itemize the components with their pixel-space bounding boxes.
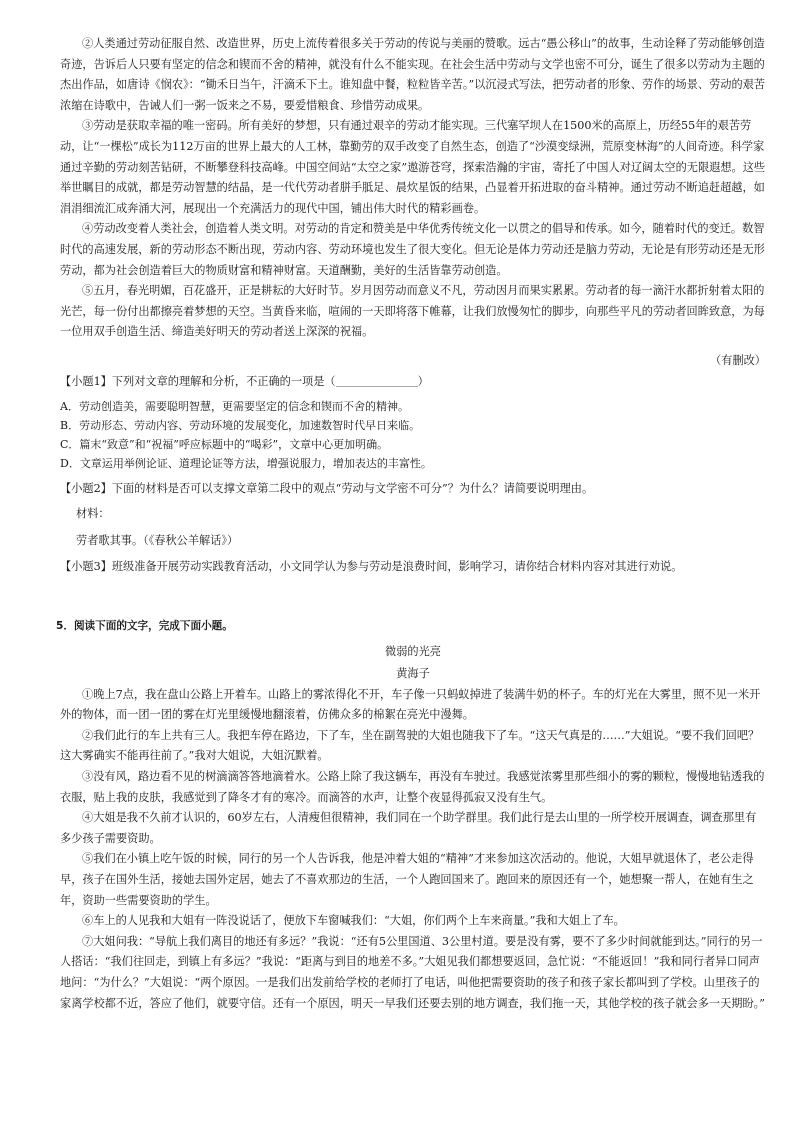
story-title: 微弱的光亮 xyxy=(385,644,441,658)
option-d: D．文章运用举例论证、道理论证等方法，增强说服力，增加表达的丰富性。 xyxy=(60,457,432,471)
question-1-close: ） xyxy=(417,374,429,388)
material-quote: 劳者歌其事。（《春秋公羊解话》） xyxy=(76,533,239,547)
paragraph-2: ②人类通过劳动征服自然、改造世界，历史上流传着很多关于劳动的传说与美丽的赞歌。远古“愚公移山”的故事，生动诠释了劳动能够创造奇迹，告诉后人只要有坚定的信念和锲而不舍的精神，就没有什么不能实现。在社会生活中劳动与文学也密不可分，诞生了很多以劳动为主题的杰出作品，如唐诗《悯农》：“锄禾日当午，汗滴禾下土。谁知盘中餐，粒粒皆辛苦。”以沉浸式写法，把劳动者的形象、劳作的场景、劳动的艰苦浓缩在诗歌中，告诫人们一粥一饭来之不易，要爱惜粮食、珍惜劳动成果。 xyxy=(60,37,766,112)
option-a: A．劳动创造美，需要聪明智慧，更需要坚定的信念和锲而不舍的精神。 xyxy=(60,399,409,413)
option-c: C．篇末“致意”和“祝福”呼应标题中的“喝彩”，文章中心更加明确。 xyxy=(60,437,389,451)
question-1 xyxy=(60,372,766,393)
story-paragraph-5: ⑤我们在小镇上吃午饭的时候，同行的另一个人告诉我，他是冲着大姐的“精神”才来参加这次活动的。他说，大姐早就退休了，老公走得早，孩子在国外生活，接她去国外定居，她去了不喜欢那边的生活，一个人跑回国来了。跑回来的原因还有一个，她想聚一帮人，在她有生之年，资助一些需要资助的学生。 xyxy=(60,852,754,907)
option-b: B．劳动形态、劳动内容、劳动环境的发展变化，加速数智时代早日来临。 xyxy=(60,418,421,432)
material-label: 材料： xyxy=(76,506,110,520)
source-note: （有删改） xyxy=(710,353,766,367)
paragraph-5: ⑤五月，春光明媚，百花盛开，正是耕耘的大好时节。岁月因劳动而意义不凡，劳动因月而果实累累。劳动者的每一滴汗水都折射着太阳的光芒，每一份付出都擦亮着梦想的天空。当黄昏来临，喧闹的一天即将落下帷幕，让我们放慢匆忙的脚步，向那些平凡的劳动者回眸致意，为每一位用双手创造生活、缔造美好明天的劳动者送上深深的祝福。 xyxy=(60,284,765,339)
question-1-options xyxy=(60,397,766,474)
question-block xyxy=(60,372,766,578)
document-page xyxy=(56,0,766,1014)
paragraph-3: ③劳动是获取幸福的唯一密码。所有美好的梦想，只有通过艰辛的劳动才能实现。三代塞罕坝人在1500米的高原上，历经55年的艰苦劳动，让“一棵松”成长为112万亩的世界上最大的人工林，靠勤劳的双手改变了自然生态，创造了“沙漠变绿洲，荒原变林海”的人间奇迹。科学家通过辛勤的劳动刻苦钻研，不断攀登科技高峰。中国空间站“太空之家”遨游苍穹，探索浩瀚的宇宙，寄托了中国人对辽阔太空的无限遐想。这些举世瞩目的成就，都是劳动智慧的结晶，是一代代劳动者胼手胝足、晨炊星饭的结果，凸显着开拓进取的奋斗精神。通过劳动不断追赶超越，如涓涓细流汇成奔涌大河，展现出一个充满活力的现代中国，铺出伟大时代的精彩画卷。 xyxy=(60,119,766,215)
question-2: 【小题2】下面的材料是否可以支撑文章第二段中的观点“劳动与文学密不可分”？为什么？请简要说明理由。 xyxy=(60,482,594,496)
section-5-heading: 5．阅读下面的文字，完成下面小题。 xyxy=(56,619,233,632)
article-continuation xyxy=(60,0,766,368)
story-body xyxy=(60,685,766,1015)
paragraph-4: ④劳动改变着人类社会，创造着人类文明。对劳动的肯定和赞美是中华优秀传统文化一以贯之的倡导和传承。如今，随着时代的变迁。数智时代的高速发展，新的劳动形态不断出现，劳动内容、劳动环境也发生了很大变化。但无论是体力劳动还是脑力劳动，无论是有形劳动还是无形劳动，都为社会创造着巨大的物质财富和精神财富。天道酬勤，美好的生活皆靠劳动创造。 xyxy=(60,222,765,277)
story-paragraph-3: ③没有风，路边看不见的树滴滴答答地滴着水。公路上除了我这辆车，再没有车驶过。我感觉浓雾里那些细小的雾的颗粒，慢慢地钻透我的衣服，贴上我的皮肤，我感觉到了降冬才有的寒冷。而滴答的水声，让整个夜显得孤寂又没有生气。 xyxy=(60,770,765,804)
answer-blank[interactable] xyxy=(336,376,418,387)
story-paragraph-1: ①晚上7点，我在盘山公路上开着车。山路上的雾浓得化不开，车子像一只蚂蚁掉进了装满牛奶的杯子。车的灯光在大雾里，照不见一米开外的物体，而一团一团的雾在灯光里缓慢地翻滚着，仿佛众多的棉絮在亮光中漫舞。 xyxy=(60,687,761,722)
question-1-text: 【小题1】下列对文章的理解和分析，不正确的一项是（ xyxy=(60,374,336,388)
story-paragraph-6: ⑥车上的人见我和大姐有一阵没说话了，便放下车窗喊我们：“大姐，你们两个上车来商量。”我和大姐上了车。 xyxy=(82,914,625,928)
story-paragraph-7: ⑦大姐问我：“导航上我们离目的地还有多远？”我说：“还有5公里国道、3公里村道。要是没有雾，要不了多少时间就能到达。”同行的另一人搭话：“我们往回走，到镇上有多远？”我说：“距离与到目的地差不多。”大姐见我们都想要返回，急忙说：“不能返回！”我和同行者异口同声地问：“为什么？”大姐说：“两个原因。一是我们出发前给学校的老师打了电话，叫他把需要资助的孩子和孩子家长都叫到了学校。山里孩子的家离学校都不近，答应了他们，就要守信。还有一个原因，明天一早我们还要去别的地方调查，我们拖一天，其他学校的孩子就会多一天期盼。” xyxy=(60,934,765,1010)
story-paragraph-2: ②我们此行的车上共有三人。我把车停在路边，下了车，坐在副驾驶的大姐也随我下了车。“这天气真是的……”大姐说。“要不我们回吧？这大雾确实不能再往前了。”我对大姐说，大姐沉默着。 xyxy=(60,728,760,763)
story-author: 黄海子 xyxy=(396,666,430,680)
story-paragraph-4: ④大姐是我不久前才认识的，60岁左右，人清瘦但很精神，我们同在一个助学群里。我们此行是去山里的一所学校开展调查，调查那里有多少孩子需要资助。 xyxy=(60,811,757,845)
question-3: 【小题3】班级准备开展劳动实践教育活动，小文同学认为参与劳动是浪费时间，影响学习，请你结合材料内容对其进行劝说。 xyxy=(60,560,683,574)
